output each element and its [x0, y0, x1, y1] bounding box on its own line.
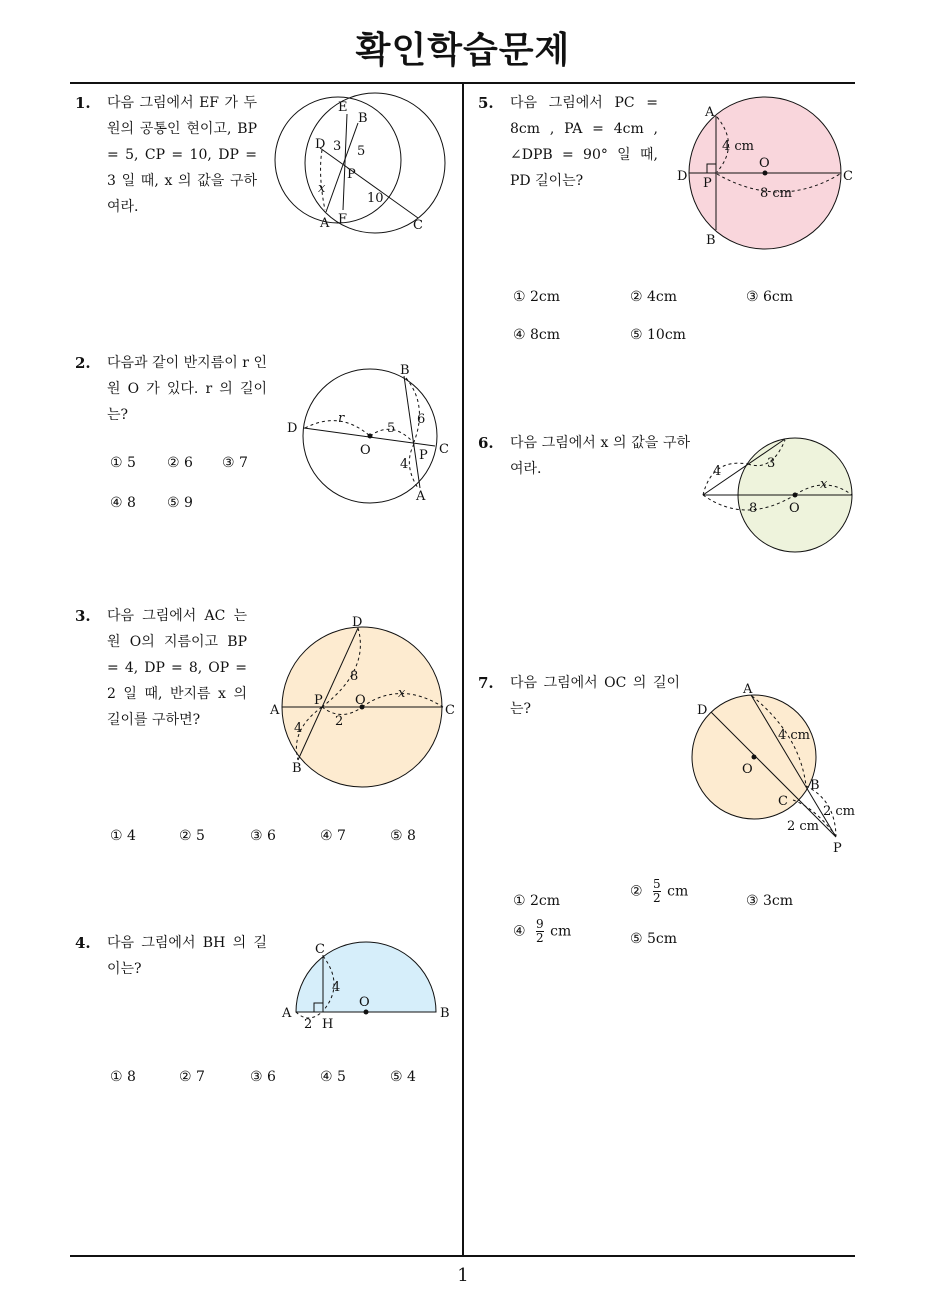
question-text: 다음 그림에서 OC 의 길이는? [510, 675, 680, 717]
option-2[interactable]: ② 5 [179, 828, 205, 844]
q1-label-C: C [413, 218, 423, 233]
q2-label-P: P [419, 448, 428, 463]
question-number: 6. [478, 434, 494, 452]
option-3[interactable]: ③ 6 [250, 1069, 276, 1085]
option-5[interactable]: ⑤ 5cm [630, 931, 678, 947]
q6-label-O: O [789, 501, 800, 516]
q5-label-4cm: 4 cm [722, 139, 755, 154]
option-3[interactable]: ③ 7 [222, 455, 248, 471]
q5-label-B: B [706, 233, 716, 248]
q6-label-3: 3 [767, 456, 776, 471]
q3-label-2: 2 [335, 714, 344, 729]
question-text: 다음 그림에서 x 의 값을 구하여라. [510, 435, 690, 477]
question-number: 5. [478, 94, 494, 112]
q3-label-O: O [355, 693, 366, 708]
option-1[interactable]: ① 2cm [513, 289, 561, 305]
q1-label-B: B [358, 111, 368, 126]
q2-label-4: 4 [400, 457, 409, 472]
q4-label-H: H [322, 1017, 334, 1032]
q3-label-B: B [292, 761, 302, 776]
page-title: 확인학습문제 [355, 30, 571, 71]
q6-label-4: 4 [713, 464, 722, 479]
question-text: 다음 그림에서 EF 가 두 원의 공통인 현이고, BP = 5, CP = 10, DP = 3 일 때, x 의 값을 구하여라. [107, 95, 257, 215]
q1-label-F: F [338, 212, 348, 227]
option-unit: cm [550, 923, 572, 940]
q2-label-C: C [439, 442, 449, 457]
q2-label-B: B [400, 363, 410, 378]
q5-label-C: C [843, 169, 853, 184]
option-4[interactable]: ④ 8 [110, 495, 136, 511]
q3-label-x: x [398, 686, 406, 701]
option-5[interactable]: ⑤ 4 [390, 1069, 416, 1085]
fraction-numerator: 9 [536, 917, 544, 931]
q4-label-C: C [315, 942, 325, 957]
question-number: 7. [478, 674, 494, 692]
q2-label-5: 5 [387, 421, 396, 436]
page-number: 1 [457, 1265, 469, 1286]
q7-label-A: A [743, 682, 753, 697]
option-4[interactable]: ④ 5 [320, 1069, 346, 1085]
q2-label-O: O [360, 443, 371, 458]
q2-label-6: 6 [417, 412, 426, 427]
q2-label-r: r [338, 411, 345, 426]
q1-label-5: 5 [357, 144, 366, 159]
option-marker: ② [630, 883, 643, 900]
option-2[interactable]: ② 7 [179, 1069, 205, 1085]
question-text: 다음과 같이 반지름이 r 인 원 O 가 있다. r 의 길이는? [107, 355, 267, 423]
q1-label-D: D [315, 137, 326, 152]
q4-label-B: B [440, 1006, 450, 1021]
option-5[interactable]: ⑤ 8 [390, 828, 416, 844]
option-5[interactable]: ⑤ 10cm [630, 327, 686, 343]
q7-label-2cm-a: 2 cm [823, 804, 856, 819]
q6-label-8: 8 [749, 501, 758, 516]
option-4[interactable]: ④ 8cm [513, 327, 561, 343]
q5-label-O: O [759, 156, 770, 171]
question-number: 4. [75, 934, 91, 952]
q7-label-P: P [833, 841, 842, 856]
q3-label-A: A [270, 703, 280, 718]
fraction-denominator: 2 [536, 931, 544, 945]
q1-label-x: x [318, 181, 326, 196]
q1-label-E: E [338, 100, 348, 115]
question-text: 다음 그림에서 AC 는 원 O의 지름이고 BP = 4, DP = 8, OP = 2 일 때, 반지름 x 의 길이를 구하면? [107, 608, 247, 728]
question-text: 다음 그림에서 BH 의 길이는? [107, 935, 267, 977]
q7-label-2cm-b: 2 cm [787, 819, 820, 834]
option-4[interactable]: ④ 7 [320, 828, 346, 844]
q7-label-D: D [697, 703, 708, 718]
q4-label-A: A [282, 1006, 292, 1021]
option-2[interactable]: ② 4cm [630, 289, 678, 305]
fraction-denominator: 2 [653, 891, 661, 905]
option-1[interactable]: ① 2cm [513, 893, 561, 909]
option-unit: cm [667, 883, 689, 900]
q1-label-A: A [320, 216, 330, 231]
option-5[interactable]: ⑤ 9 [167, 495, 193, 511]
question-number: 3. [75, 607, 91, 625]
q3-label-P: P [314, 693, 323, 708]
q1-label-P: P [347, 167, 356, 182]
q6-label-x: x [820, 477, 828, 492]
option-1[interactable]: ① 5 [110, 455, 136, 471]
option-3[interactable]: ③ 6cm [746, 289, 794, 305]
option-1[interactable]: ① 8 [110, 1069, 136, 1085]
q1-label-3: 3 [333, 139, 342, 154]
q3-label-C: C [445, 703, 455, 718]
q4-label-O: O [359, 995, 370, 1010]
q5-label-A: A [705, 105, 715, 120]
option-3[interactable]: ③ 3cm [746, 893, 794, 909]
q7-label-O: O [742, 762, 753, 777]
q2-label-A: A [416, 489, 426, 504]
q4-label-4: 4 [332, 980, 341, 995]
question-text: 다음 그림에서 PC = 8cm , PA = 4cm , ∠DPB = 90° 일 때, PD 길이는? [510, 95, 658, 189]
question-number: 2. [75, 354, 91, 372]
option-3[interactable]: ③ 6 [250, 828, 276, 844]
q1-label-10: 10 [367, 191, 384, 206]
q5-label-P: P [703, 176, 712, 191]
fraction-numerator: 5 [653, 877, 661, 891]
q5-label-8cm: 8 cm [760, 186, 793, 201]
q3-label-8: 8 [350, 669, 359, 684]
q7-label-4cm: 4 cm [778, 728, 811, 743]
option-1[interactable]: ① 4 [110, 828, 136, 844]
q3-label-4: 4 [294, 721, 303, 736]
option-marker: ④ [513, 923, 526, 940]
q7-label-B: B [810, 778, 820, 793]
q4-label-2: 2 [304, 1017, 313, 1032]
q2-label-D: D [287, 421, 298, 436]
option-2[interactable]: ② 6 [167, 455, 193, 471]
q7-label-C: C [778, 794, 788, 809]
question-number: 1. [75, 94, 91, 112]
q5-label-D: D [677, 169, 688, 184]
q3-label-D: D [352, 615, 363, 630]
